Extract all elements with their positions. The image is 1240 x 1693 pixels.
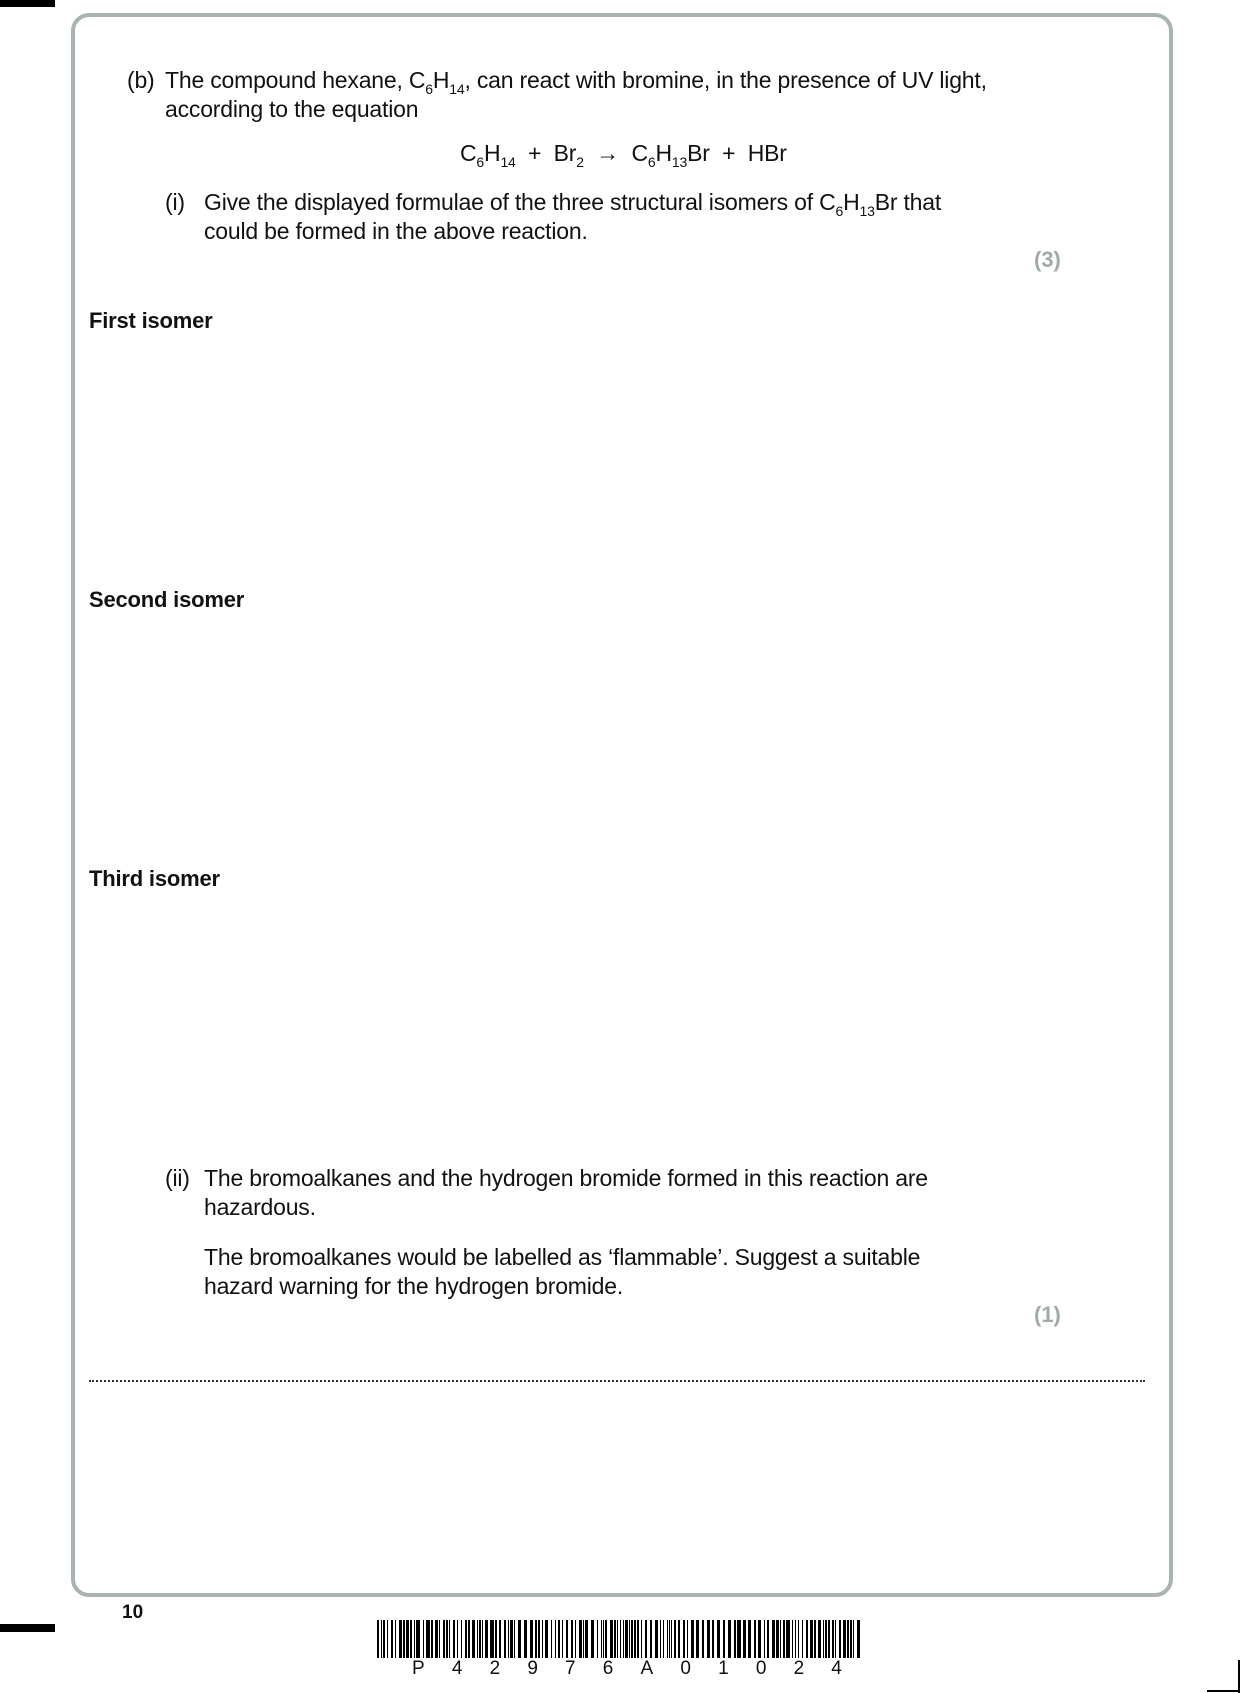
- barcode-bar: [734, 1620, 736, 1658]
- question-b-label: (b): [127, 67, 155, 93]
- barcode-bar: [383, 1620, 385, 1658]
- part-i-line1: Give the displayed formulae of the three structural isomers of $C_6H_{13}Br$ that: [204, 189, 942, 219]
- barcode-bar: [591, 1620, 594, 1658]
- barcode-bar: [655, 1620, 658, 1658]
- barcode-bar: [504, 1620, 506, 1658]
- barcode-bar: [625, 1620, 628, 1658]
- barcode-bar: [446, 1620, 448, 1658]
- second-isomer-heading: Second isomer: [89, 587, 245, 612]
- barcode-bar: [551, 1620, 552, 1658]
- barcode-bar: [468, 1620, 470, 1658]
- barcode-bar: [410, 1620, 412, 1658]
- question-b-line1: The compound hexane, $C_6H_{14}$, can react with bromine, in the presence of UV light,: [165, 67, 987, 97]
- barcode-bar: [457, 1620, 458, 1658]
- barcode-bar: [814, 1620, 816, 1658]
- barcode-char: 6: [602, 1658, 614, 1679]
- barcode-bar: [605, 1620, 607, 1658]
- marks-part-ii: (1): [1034, 1302, 1061, 1327]
- barcode-bar: [857, 1620, 860, 1658]
- barcode-char: 9: [527, 1658, 538, 1679]
- barcode-bar: [717, 1620, 720, 1658]
- barcode-bar: [754, 1620, 756, 1658]
- registration-mark-top: [0, 0, 55, 7]
- first-isomer-answer-area[interactable]: [89, 340, 1139, 570]
- part-i-line2: could be formed in the above reaction.: [204, 218, 588, 244]
- barcode-bar: [696, 1620, 699, 1658]
- barcode-bar: [802, 1620, 803, 1658]
- part-ii-line3: The bromoalkanes would be labelled as ‘flammable’. Suggest a suitable: [204, 1244, 921, 1270]
- barcode-bar: [645, 1620, 647, 1658]
- third-isomer-answer-area[interactable]: [89, 900, 1139, 1140]
- barcode-bar: [786, 1620, 790, 1658]
- barcode-bar: [399, 1620, 402, 1658]
- barcode-bar: [495, 1620, 497, 1658]
- barcode-bar: [395, 1620, 396, 1658]
- barcode-bar: [538, 1620, 540, 1658]
- registration-mark-bottom: [0, 1624, 55, 1632]
- barcode-bar: [683, 1620, 685, 1658]
- barcode-bar: [737, 1620, 741, 1658]
- barcode-bar: [617, 1620, 618, 1658]
- barcode-bar: [465, 1620, 467, 1658]
- part-ii-label: (ii): [165, 1165, 190, 1191]
- barcode-bar: [449, 1620, 450, 1658]
- barcode-bar: [508, 1620, 509, 1658]
- barcode-bar: [758, 1620, 761, 1658]
- barcode-bar: [472, 1620, 475, 1658]
- barcode-bar: [431, 1620, 433, 1658]
- barcode-bar: [629, 1620, 630, 1658]
- barcode-char: P: [412, 1658, 425, 1679]
- barcode-bar: [623, 1620, 624, 1658]
- barcode-bar: [601, 1620, 602, 1658]
- barcode-bar: [743, 1620, 746, 1658]
- barcode-bar: [702, 1620, 704, 1658]
- barcode-bar: [780, 1620, 781, 1658]
- barcode-bar: [435, 1620, 438, 1658]
- third-isomer-heading: Third isomer: [89, 866, 220, 891]
- barcode-bar: [783, 1620, 785, 1658]
- barcode-bar: [406, 1620, 409, 1658]
- barcode-bar: [728, 1620, 731, 1658]
- barcode-bar: [620, 1620, 621, 1658]
- barcode-char: 7: [565, 1658, 576, 1679]
- second-isomer-answer-area[interactable]: [89, 620, 1139, 850]
- barcode-bar: [823, 1620, 824, 1658]
- barcode-bar: [687, 1620, 688, 1658]
- barcode-char: 2: [793, 1658, 805, 1679]
- barcode-bar: [853, 1620, 854, 1658]
- barcode-bar: [707, 1620, 710, 1658]
- barcode-bar: [723, 1620, 725, 1658]
- barcode-bar: [835, 1620, 836, 1658]
- barcode-bar: [641, 1620, 642, 1658]
- barcode-bar: [482, 1620, 483, 1658]
- barcode-bar: [583, 1620, 584, 1658]
- barcode: [377, 1620, 861, 1658]
- barcode-bar: [847, 1620, 849, 1658]
- first-isomer-heading: First isomer: [89, 308, 213, 333]
- part-ii-line1: The bromoalkanes and the hydrogen bromide formed in this reaction are: [204, 1165, 928, 1191]
- part-i-label: (i): [165, 189, 185, 215]
- barcode-text: [412, 1658, 842, 1680]
- barcode-bar: [416, 1620, 420, 1658]
- page-number: 10: [122, 1602, 144, 1623]
- barcode-bar: [477, 1620, 478, 1658]
- barcode-bar: [518, 1620, 521, 1658]
- barcode-bar: [667, 1620, 668, 1658]
- barcode-bar: [776, 1620, 779, 1658]
- barcode-bar: [792, 1620, 793, 1658]
- question-b-line2: according to the equation: [165, 96, 419, 122]
- barcode-bar: [524, 1620, 527, 1658]
- barcode-bar: [597, 1620, 598, 1658]
- barcode-bar: [545, 1620, 548, 1658]
- barcode-char: 0: [755, 1658, 767, 1679]
- barcode-bar: [767, 1620, 769, 1658]
- barcode-bar: [499, 1620, 501, 1658]
- barcode-bar: [453, 1620, 455, 1658]
- barcode-bar: [650, 1620, 652, 1658]
- barcode-bar: [818, 1620, 821, 1658]
- barcode-bar: [461, 1620, 462, 1658]
- barcode-bar: [810, 1620, 813, 1658]
- barcode-bar: [839, 1620, 841, 1658]
- barcode-bar: [843, 1620, 846, 1658]
- barcode-bar: [423, 1620, 424, 1658]
- barcode-bar: [674, 1620, 676, 1658]
- barcode-bar: [579, 1620, 582, 1658]
- barcode-bar: [443, 1620, 445, 1658]
- barcode-char: 4: [451, 1658, 463, 1679]
- barcode-bar: [558, 1620, 560, 1658]
- answer-line[interactable]: [89, 1380, 1145, 1382]
- barcode-bar: [391, 1620, 393, 1658]
- part-ii-line2: hazardous.: [204, 1194, 316, 1220]
- barcode-bar: [748, 1620, 751, 1658]
- barcode-bar: [772, 1620, 775, 1658]
- barcode-char: A: [640, 1658, 654, 1679]
- barcode-bar: [414, 1620, 415, 1658]
- barcode-bar: [485, 1620, 488, 1658]
- barcode-bar: [542, 1620, 543, 1658]
- barcode-bar: [691, 1620, 694, 1658]
- barcode-bar: [510, 1620, 513, 1658]
- part-ii-line4: hazard warning for the hydrogen bromide.: [204, 1273, 624, 1299]
- barcode-char: 2: [489, 1658, 501, 1679]
- barcode-bar: [798, 1620, 799, 1658]
- barcode-bar: [634, 1620, 636, 1658]
- barcode-bar: [426, 1620, 430, 1658]
- reaction-equation: $C_6H_{14} + Br_2 \to C_6H_{13}Br$ + HBr: [460, 140, 787, 170]
- barcode-char: 4: [831, 1658, 842, 1679]
- marks-part-i: (3): [1034, 247, 1061, 272]
- barcode-bar: [571, 1620, 573, 1658]
- barcode-char: 0: [680, 1658, 691, 1679]
- barcode-bar: [669, 1620, 670, 1658]
- barcode-bar: [610, 1620, 613, 1658]
- barcode-bar: [631, 1620, 633, 1658]
- barcode-bar: [575, 1620, 576, 1658]
- barcode-bar: [660, 1620, 661, 1658]
- barcode-bar: [562, 1620, 563, 1658]
- barcode-bar: [603, 1620, 604, 1658]
- barcode-bar: [535, 1620, 537, 1658]
- barcode-bar: [764, 1620, 765, 1658]
- barcode-bar: [439, 1620, 440, 1658]
- barcode-bar: [828, 1620, 830, 1658]
- barcode-bar: [479, 1620, 481, 1658]
- barcode-bar: [381, 1620, 382, 1658]
- barcode-bar: [555, 1620, 556, 1658]
- barcode-bar: [566, 1620, 568, 1658]
- barcode-bar: [712, 1620, 714, 1658]
- barcode-bar: [832, 1620, 834, 1658]
- barcode-bar: [671, 1620, 672, 1658]
- barcode-bar: [850, 1620, 852, 1658]
- barcode-bar: [514, 1620, 515, 1658]
- barcode-bar: [585, 1620, 588, 1658]
- corner-mark-horizontal: [1207, 1690, 1240, 1692]
- barcode-bar: [490, 1620, 494, 1658]
- barcode-bar: [387, 1620, 388, 1658]
- barcode-bar: [614, 1620, 616, 1658]
- barcode-bar: [377, 1620, 379, 1658]
- barcode-char: 1: [718, 1658, 729, 1679]
- barcode-bar: [663, 1620, 664, 1658]
- barcode-bar: [678, 1620, 680, 1658]
- barcode-bar: [825, 1620, 827, 1658]
- barcode-bar: [795, 1620, 796, 1658]
- barcode-bar: [530, 1620, 533, 1658]
- barcode-bar: [806, 1620, 808, 1658]
- barcode-bar: [403, 1620, 405, 1658]
- barcode-bar: [637, 1620, 639, 1658]
